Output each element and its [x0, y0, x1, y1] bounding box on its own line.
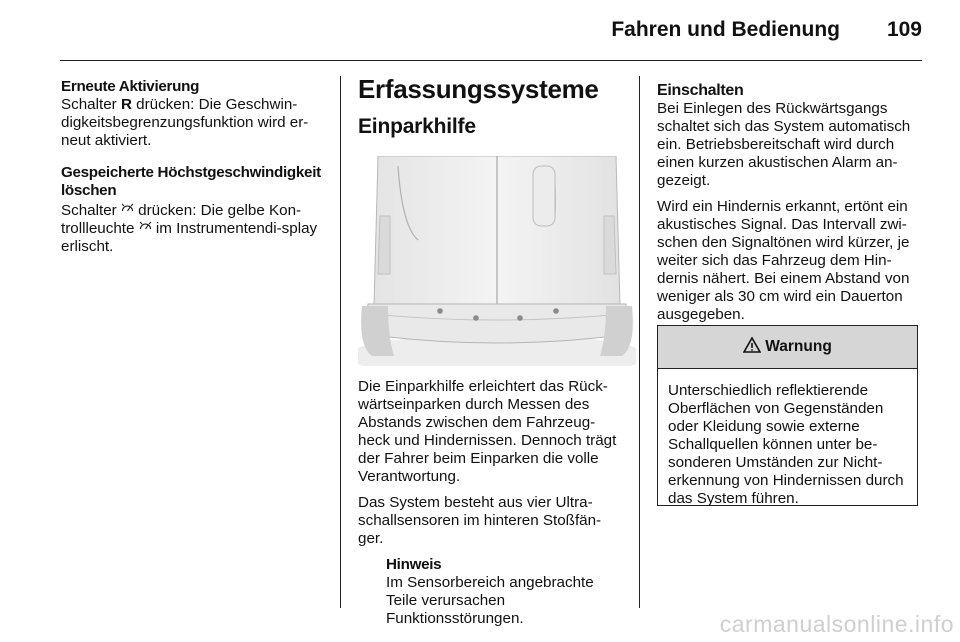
watermark: carmanualsonline.info: [719, 611, 954, 637]
warning-title: Warnung: [765, 338, 832, 355]
section-title: Erfassungssysteme: [358, 74, 599, 104]
middle-column: [358, 74, 624, 628]
warning-text: Unterschiedlich reflektierende Oberflächen von Gegenständen oder Kleidung sowie externe Schallquellen können unter be-sonderen Umständen zur Nicht-erkennung von Hindernissen durch das System führen.: [668, 382, 904, 507]
warning-triangle-icon: [743, 337, 761, 358]
switch-on-heading: Einschalten: [657, 82, 744, 99]
header-rule: [60, 60, 922, 61]
subsection-title: Einparkhilfe: [358, 115, 476, 138]
reactivate-heading: Erneute Aktivierung: [61, 78, 200, 95]
delete-heading: Gespeicherte Höchstgeschwindigkeit löschen: [61, 164, 321, 199]
page-number: 109: [886, 18, 922, 41]
note-text: Im Sensorbereich angebrachte Teile verursachen Funktionsstörungen.: [386, 574, 594, 627]
warning-box: [657, 325, 918, 506]
note-heading: Hinweis: [386, 556, 442, 573]
column-divider-right: [639, 76, 640, 608]
switch-r-key: R: [120, 96, 132, 113]
column-divider-left: [340, 76, 341, 608]
middle-paragraph-1: Die Einparkhilfe erleichtert das Rück-wärtseinparken durch Messen des Abstands zwischen dem Fahrzeug-heck und Hindernissen. Dennoch trägt der Fahrer beim Einparken die volle Verantwortung.: [358, 378, 617, 485]
van-rear-illustration: [358, 156, 636, 366]
delete-paragraph: Schalter drücken: Die gelbe Kon-trollleuchte im Instrumentendi-splay erlischt.: [61, 202, 318, 255]
right-paragraph-1: Bei Einlegen des Rückwärtsgangs schaltet sich das System automatisch ein. Betriebsbereitschaft wird durch einen kurzen akustischen Alarm an-gezeigt.: [657, 100, 911, 189]
speed-limiter-icon: [139, 220, 152, 238]
speed-limiter-icon: [121, 202, 134, 220]
page-header-title: Fahren und Bedienung: [611, 18, 840, 41]
warning-header: [658, 326, 917, 369]
right-column: [657, 82, 922, 332]
middle-paragraph-2: Das System besteht aus vier Ultra-schallsensoren im hinteren Stoßfän-ger.: [358, 494, 602, 547]
right-paragraph-2: Wird ein Hindernis erkannt, ertönt ein akustisches Signal. Das Intervall zwi-schen den Signaltönen wird kürzer, je weiter sich das Fahrzeug dem Hin-dernis nähert. Bei einem Abstand von weniger als 30 cm wird ein Dauerton ausgegeben.: [657, 198, 910, 323]
note-block: [358, 556, 624, 628]
reactivate-paragraph: Schalter R drücken: Die Geschwin-digkeitsbegrenzungsfunktion wird er-neut aktiviert.: [61, 96, 309, 149]
left-column: [61, 78, 327, 264]
